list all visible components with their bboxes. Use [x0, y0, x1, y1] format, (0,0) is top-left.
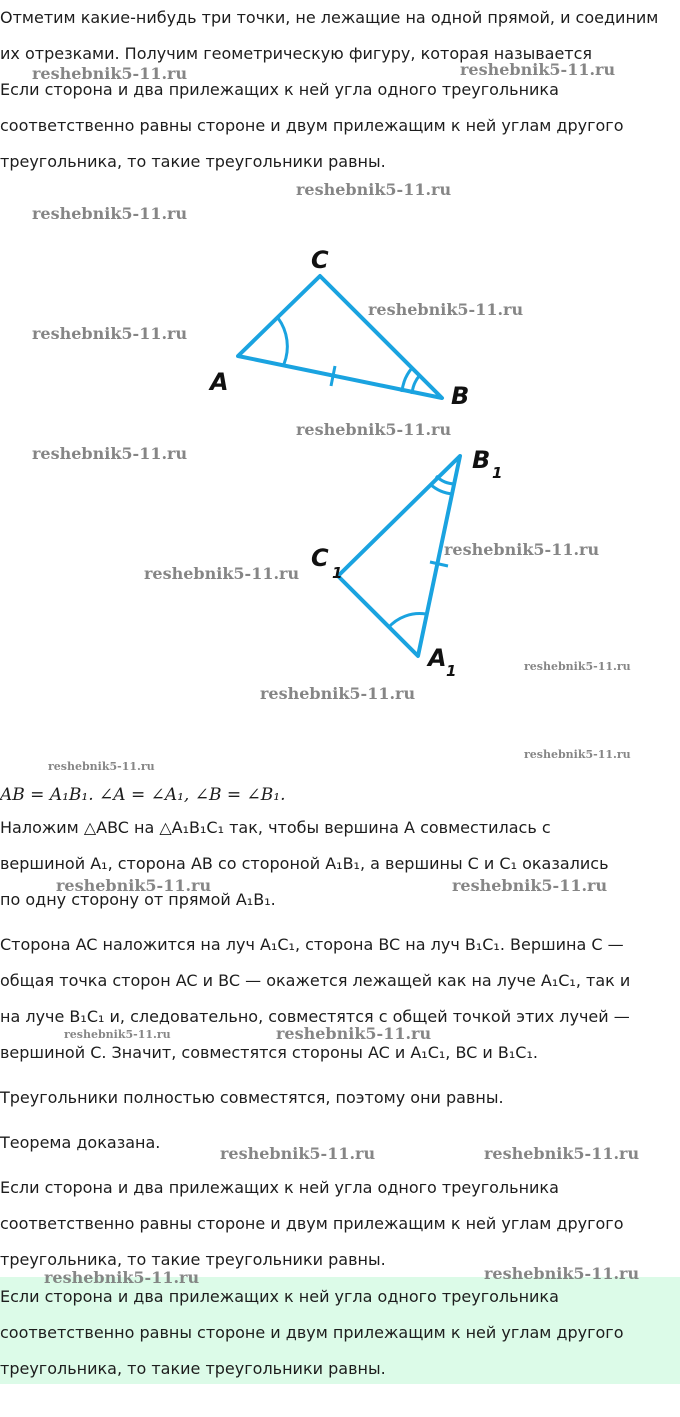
- angle-a1-arc: [388, 614, 426, 628]
- watermark: reshebnik5-11.ru: [296, 180, 452, 199]
- intro-line-1: Отметим какие-нибудь три точки, не лежащие на одной прямой, и соединим: [0, 8, 659, 27]
- watermark: reshebnik5-11.ru: [444, 540, 600, 559]
- label-b: B: [451, 382, 470, 410]
- label-c1: C: [311, 544, 329, 572]
- proof-qed: Теорема доказана.: [0, 1133, 161, 1152]
- angle-b1-arc-1: [430, 484, 453, 494]
- watermark: reshebnik5-11.ru: [32, 204, 188, 223]
- label-a1-sub: 1: [446, 662, 457, 680]
- watermark: reshebnik5-11.ru: [484, 1264, 640, 1283]
- watermark: reshebnik5-11.ru: [260, 684, 416, 703]
- proof-p2-line-4: вершиной C. Значит, совместятся стороны AC и A₁C₁, BC и B₁C₁.: [0, 1043, 538, 1062]
- ab-tick: [331, 366, 335, 386]
- theorem-repeat-line-1: Если сторона и два прилежащих к ней угла одного треугольника: [0, 1178, 559, 1197]
- triangle-abc: [238, 276, 442, 398]
- watermark: reshebnik5-11.ru: [524, 748, 631, 761]
- proof-p1-line-2: вершиной A₁, сторона AB со стороной A₁B₁, а вершины C и C₁ оказались: [0, 854, 609, 873]
- proof-p1-line-1: Наложим △ABC на △A₁B₁C₁ так, чтобы вершина A совместилась с: [0, 818, 551, 837]
- proof-p2-line-3: на луче B₁C₁ и, следовательно, совместятся с общей точкой этих лучей —: [0, 1007, 630, 1026]
- angle-b1-arc-2: [436, 476, 455, 484]
- theorem-repeat-line-2: соответственно равны стороне и двум прилежащим к ней углам другого: [0, 1214, 624, 1233]
- intro-line-2: их отрезками. Получим геометрическую фигуру, которая называется: [0, 44, 593, 63]
- watermark: reshebnik5-11.ru: [48, 760, 155, 773]
- label-a1: A: [428, 644, 447, 672]
- a1b1-tick: [430, 562, 448, 566]
- angle-a-arc: [278, 318, 287, 364]
- proof-p2-line-1: Сторона AC наложится на луч A₁C₁, сторона BC на луч B₁C₁. Вершина C —: [0, 935, 624, 954]
- watermark: reshebnik5-11.ru: [368, 300, 524, 319]
- triangles-figure: [0, 0, 680, 700]
- watermark: reshebnik5-11.ru: [144, 564, 300, 583]
- proof-given: AB = A₁B₁. ∠A = ∠A₁, ∠B = ∠B₁.: [0, 785, 286, 805]
- watermark: reshebnik5-11.ru: [296, 420, 452, 439]
- label-a: A: [210, 368, 229, 396]
- triangle-a1b1c1: [338, 456, 460, 656]
- watermark: reshebnik5-11.ru: [452, 876, 608, 895]
- watermark: reshebnik5-11.ru: [32, 64, 188, 83]
- watermark: reshebnik5-11.ru: [484, 1144, 640, 1163]
- label-b1: B: [472, 446, 491, 474]
- label-b1-sub: 1: [492, 464, 503, 482]
- theorem-line-3: треугольника, то такие треугольники равны.: [0, 152, 386, 171]
- theorem-highlight-line-3: треугольника, то такие треугольники равны.: [0, 1359, 386, 1378]
- proof-p1-line-3: по одну сторону от прямой A₁B₁.: [0, 890, 276, 909]
- watermark: reshebnik5-11.ru: [64, 1028, 171, 1041]
- label-c1-sub: 1: [332, 564, 343, 582]
- watermark: reshebnik5-11.ru: [56, 876, 212, 895]
- proof-conclusion: Треугольники полностью совместятся, поэтому они равны.: [0, 1088, 504, 1107]
- watermark: reshebnik5-11.ru: [32, 444, 188, 463]
- watermark: reshebnik5-11.ru: [460, 60, 616, 79]
- theorem-highlight-line-2: соответственно равны стороне и двум прилежащим к ней углам другого: [0, 1323, 624, 1342]
- theorem-line-1: Если сторона и два прилежащих к ней угла одного треугольника: [0, 80, 559, 99]
- theorem-repeat-line-3: треугольника, то такие треугольники равны.: [0, 1250, 386, 1269]
- watermark: reshebnik5-11.ru: [44, 1268, 200, 1287]
- proof-p2-line-2: общая точка сторон AC и BC — окажется лежащей как на луче A₁C₁, так и: [0, 971, 631, 990]
- watermark: reshebnik5-11.ru: [32, 324, 188, 343]
- watermark: reshebnik5-11.ru: [220, 1144, 376, 1163]
- theorem-line-2: соответственно равны стороне и двум прилежащим к ней углам другого: [0, 116, 624, 135]
- angle-b-arc-1: [402, 368, 412, 392]
- label-c: C: [311, 246, 329, 274]
- theorem-highlight-line-1: Если сторона и два прилежащих к ней угла одного треугольника: [0, 1287, 559, 1306]
- watermark: reshebnik5-11.ru: [276, 1024, 432, 1043]
- watermark: reshebnik5-11.ru: [524, 660, 631, 673]
